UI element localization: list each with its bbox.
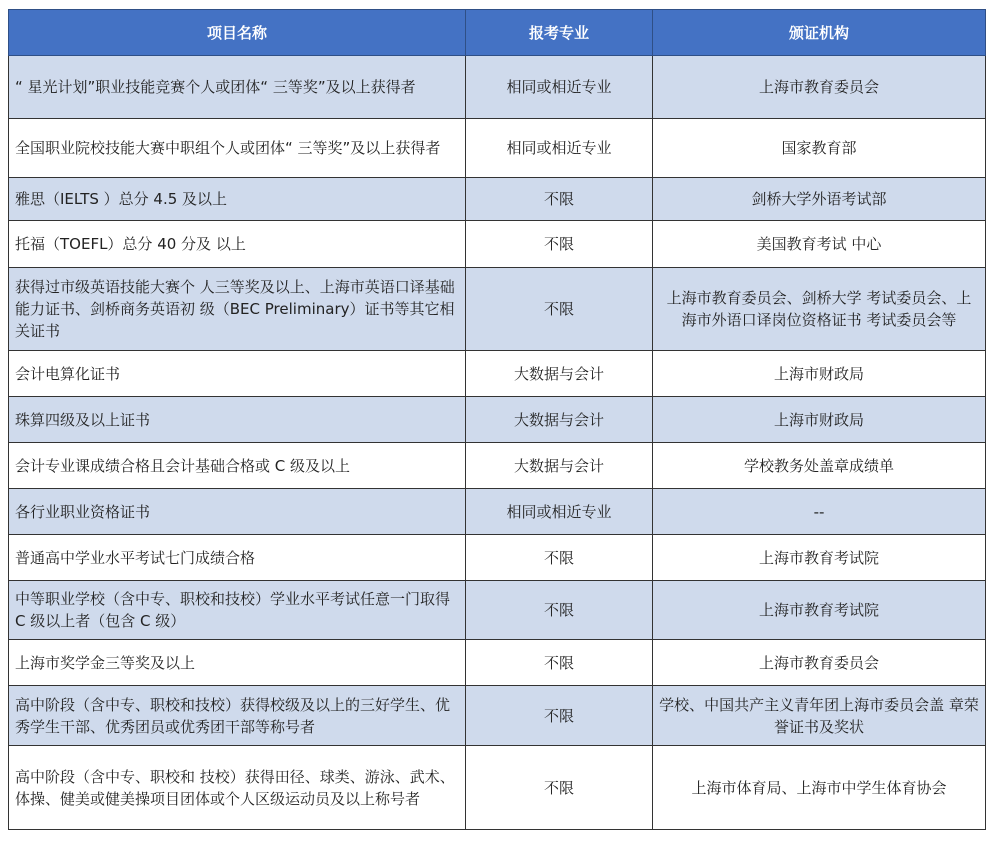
cell-major: 大数据与会计 bbox=[466, 397, 653, 443]
cell-issuer: 上海市教育委员会、剑桥大学 考试委员会、上 海市外语口译岗位资格证书 考试委员会等 bbox=[653, 268, 986, 351]
table-row bbox=[9, 746, 986, 830]
cell-project-name: 高中阶段（含中专、职校和 技校）获得田径、球类、游泳、武术、体操、健美或健美操项目团体或个人区级运动员及以上称号者 bbox=[9, 746, 466, 830]
cell-project-name: 会计电算化证书 bbox=[9, 351, 466, 397]
table-header-row bbox=[9, 10, 986, 56]
cell-project-name: 会计专业课成绩合格且会计基础合格或 C 级及以上 bbox=[9, 443, 466, 489]
cell-project-name: 高中阶段（含中专、职校和技校）获得校级及以上的三好学生、优秀学生干部、优秀团员或优秀团干部等称号者 bbox=[9, 686, 466, 746]
cell-project-name: 普通高中学业水平考试七门成绩合格 bbox=[9, 535, 466, 581]
header-issuer: 颁证机构 bbox=[653, 10, 986, 56]
cell-major: 不限 bbox=[466, 221, 653, 268]
table-row bbox=[9, 686, 986, 746]
cell-issuer: 上海市财政局 bbox=[653, 397, 986, 443]
table-row bbox=[9, 221, 986, 268]
cell-issuer: -- bbox=[653, 489, 986, 535]
table-row bbox=[9, 56, 986, 119]
table-row bbox=[9, 535, 986, 581]
qualification-table-container bbox=[8, 9, 985, 830]
cell-major: 不限 bbox=[466, 746, 653, 830]
header-major: 报考专业 bbox=[466, 10, 653, 56]
table-row bbox=[9, 443, 986, 489]
cell-issuer: 剑桥大学外语考试部 bbox=[653, 178, 986, 221]
table-row bbox=[9, 489, 986, 535]
cell-issuer: 学校、中国共产主义青年团上海市委员会盖 章荣誉证书及奖状 bbox=[653, 686, 986, 746]
cell-issuer: 上海市教育委员会 bbox=[653, 56, 986, 119]
header-project-name: 项目名称 bbox=[9, 10, 466, 56]
table-row bbox=[9, 119, 986, 178]
cell-project-name: “ 星光计划”职业技能竞赛个人或团体“ 三等奖”及以上获得者 bbox=[9, 56, 466, 119]
cell-issuer: 学校教务处盖章成绩单 bbox=[653, 443, 986, 489]
cell-issuer: 上海市财政局 bbox=[653, 351, 986, 397]
cell-issuer: 美国教育考试 中心 bbox=[653, 221, 986, 268]
cell-major: 大数据与会计 bbox=[466, 443, 653, 489]
cell-major: 不限 bbox=[466, 581, 653, 640]
cell-project-name: 各行业职业资格证书 bbox=[9, 489, 466, 535]
cell-project-name: 获得过市级英语技能大赛个 人三等奖及以上、上海市英语口译基础能力证书、剑桥商务英语初 级（BEC Preliminary）证书等其它相关证书 bbox=[9, 268, 466, 351]
table-row bbox=[9, 268, 986, 351]
cell-issuer: 上海市教育考试院 bbox=[653, 581, 986, 640]
cell-major: 不限 bbox=[466, 535, 653, 581]
cell-issuer: 上海市教育考试院 bbox=[653, 535, 986, 581]
cell-major: 不限 bbox=[466, 686, 653, 746]
table-row bbox=[9, 640, 986, 686]
cell-project-name: 雅思（IELTS ）总分 4.5 及以上 bbox=[9, 178, 466, 221]
cell-issuer: 国家教育部 bbox=[653, 119, 986, 178]
table-row bbox=[9, 351, 986, 397]
table-row bbox=[9, 178, 986, 221]
table-row bbox=[9, 397, 986, 443]
cell-major: 不限 bbox=[466, 268, 653, 351]
cell-issuer: 上海市教育委员会 bbox=[653, 640, 986, 686]
cell-major: 不限 bbox=[466, 640, 653, 686]
cell-major: 相同或相近专业 bbox=[466, 489, 653, 535]
cell-issuer: 上海市体育局、上海市中学生体育协会 bbox=[653, 746, 986, 830]
cell-major: 相同或相近专业 bbox=[466, 119, 653, 178]
cell-project-name: 全国职业院校技能大赛中职组个人或团体“ 三等奖”及以上获得者 bbox=[9, 119, 466, 178]
cell-major: 相同或相近专业 bbox=[466, 56, 653, 119]
qualification-table bbox=[8, 9, 986, 830]
cell-project-name: 托福（TOEFL）总分 40 分及 以上 bbox=[9, 221, 466, 268]
cell-project-name: 中等职业学校（含中专、职校和技校）学业水平考试任意一门取得 C 级以上者（包含 C 级） bbox=[9, 581, 466, 640]
cell-major: 不限 bbox=[466, 178, 653, 221]
cell-project-name: 珠算四级及以上证书 bbox=[9, 397, 466, 443]
table-row bbox=[9, 581, 986, 640]
cell-project-name: 上海市奖学金三等奖及以上 bbox=[9, 640, 466, 686]
cell-major: 大数据与会计 bbox=[466, 351, 653, 397]
